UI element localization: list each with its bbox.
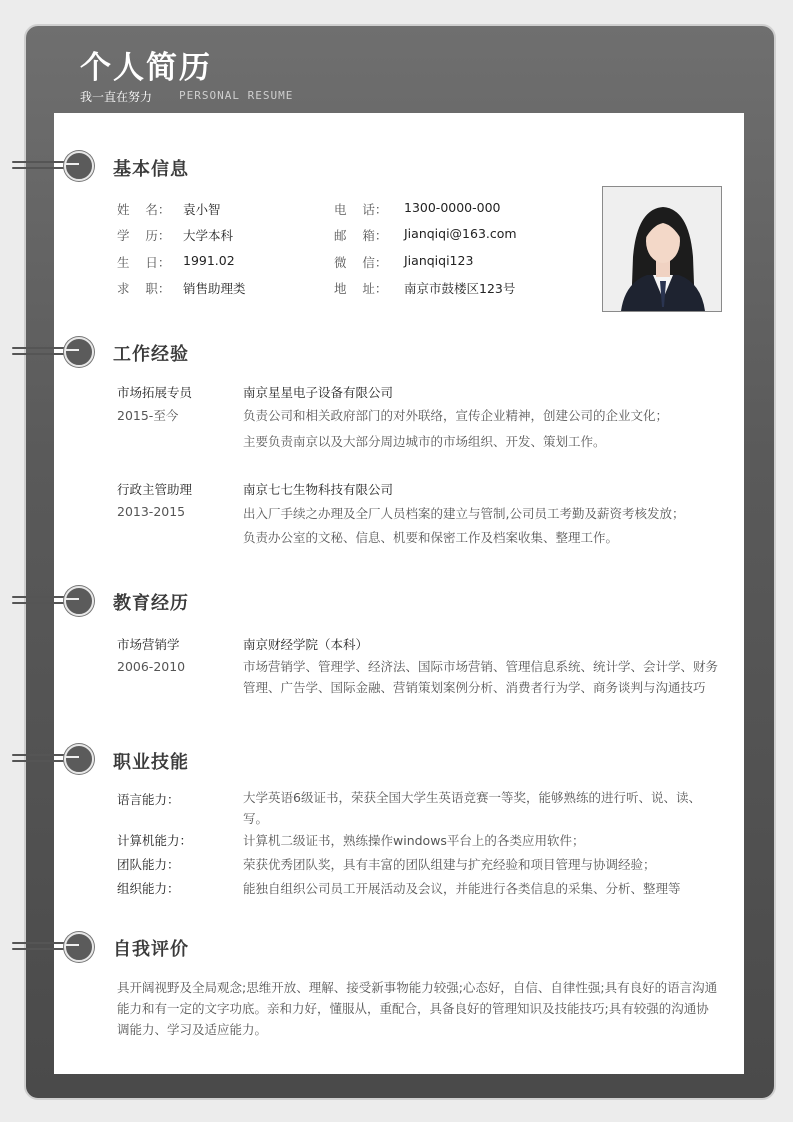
work-desc-line: 出入厂手续之办理及全厂人员档案的建立与管制,公司员工考勤及薪资考核发放； (243, 506, 685, 521)
skill-text: 荣获优秀团队奖，具有丰富的团队组建与扩充经验和项目管理与协调经验； (243, 857, 656, 872)
birth-label: 生 日： (117, 255, 171, 270)
phone-label: 电 话： (334, 202, 388, 217)
work-period: 2015-至今 (117, 408, 179, 423)
page-title: 个人简历 (80, 50, 212, 86)
education-major: 市场营销学 (117, 637, 180, 652)
email-value: Jianqiqi@163.com (404, 226, 517, 241)
skill-text: 大学英语6级证书，荣获全国大学生英语竞赛一等奖，能够熟练的进行听、说、读、写。 (243, 790, 701, 826)
self-evaluation: 具开阔视野及全局观念;思维开放、理解、接受新事物能力较强;心态好，自信、自律性强;具有良好的语言沟通能力和有一定的文字功底。亲和力好，懂服从，重配合，具备良好的管理知识及技能技巧;具有较强的沟通协调能力、学习及适应能力。 (117, 980, 718, 1037)
job-value: 销售助理类 (183, 281, 246, 296)
motto: 我一直在努力 (80, 90, 153, 104)
profile-photo (602, 186, 722, 312)
section-title-education: 教育经历 (113, 593, 189, 614)
wechat-label: 微 信： (334, 255, 388, 270)
work-role: 行政主管助理 (117, 482, 193, 497)
skill-label: 语言能力： (117, 792, 180, 807)
address-value: 南京市鼓楼区123号 (404, 281, 516, 296)
education-courses: 市场营销学、管理学、经济法、国际市场营销、管理信息系统、统计学、会计学、财务管理、广告学、国际金融、营销策划案例分析、消费者行为学、商务谈判与沟通技巧 (243, 659, 719, 695)
name-value: 袁小智 (183, 202, 221, 217)
skill-label: 计算机能力： (117, 833, 193, 848)
work-company: 南京星星电子设备有限公司 (243, 385, 394, 400)
skill-text: 计算机二级证书，熟练操作windows平台上的各类应用软件； (243, 833, 585, 848)
job-label: 求 职： (117, 281, 171, 296)
phone-value: 1300-0000-000 (404, 200, 501, 215)
name-label: 姓 名： (117, 202, 171, 217)
work-role: 市场拓展专员 (117, 385, 193, 400)
skill-text: 能独自组织公司员工开展活动及会议，并能进行各类信息的采集、分析、整理等 (243, 881, 681, 896)
birth-value: 1991.02 (183, 253, 235, 268)
section-title-basic: 基本信息 (113, 159, 189, 180)
portrait-icon (603, 187, 721, 311)
work-period: 2013-2015 (117, 504, 186, 519)
work-company: 南京七七生物科技有限公司 (243, 482, 394, 497)
wechat-value: Jianqiqi123 (404, 253, 474, 268)
education-school: 南京财经学院（本科） (243, 637, 369, 652)
skill-label: 组织能力： (117, 881, 180, 896)
motto-english: PERSONAL RESUME (179, 89, 294, 102)
work-desc-line: 负责公司和相关政府部门的对外联络，宣传企业精神，创建公司的企业文化； (243, 408, 669, 423)
address-label: 地 址： (334, 281, 388, 296)
section-title-work: 工作经验 (113, 344, 189, 365)
work-desc-line: 主要负责南京以及大部分周边城市的市场组织、开发、策划工作。 (243, 434, 606, 449)
education-value: 大学本科 (183, 228, 234, 243)
work-desc-line: 负责办公室的文秘、信息、机要和保密工作及档案收集、整理工作。 (243, 530, 619, 545)
skill-label: 团队能力： (117, 857, 180, 872)
education-period: 2006-2010 (117, 659, 186, 674)
email-label: 邮 箱： (334, 228, 388, 243)
education-label: 学 历： (117, 228, 171, 243)
section-title-self: 自我评价 (113, 939, 189, 960)
section-title-skills: 职业技能 (113, 752, 189, 773)
